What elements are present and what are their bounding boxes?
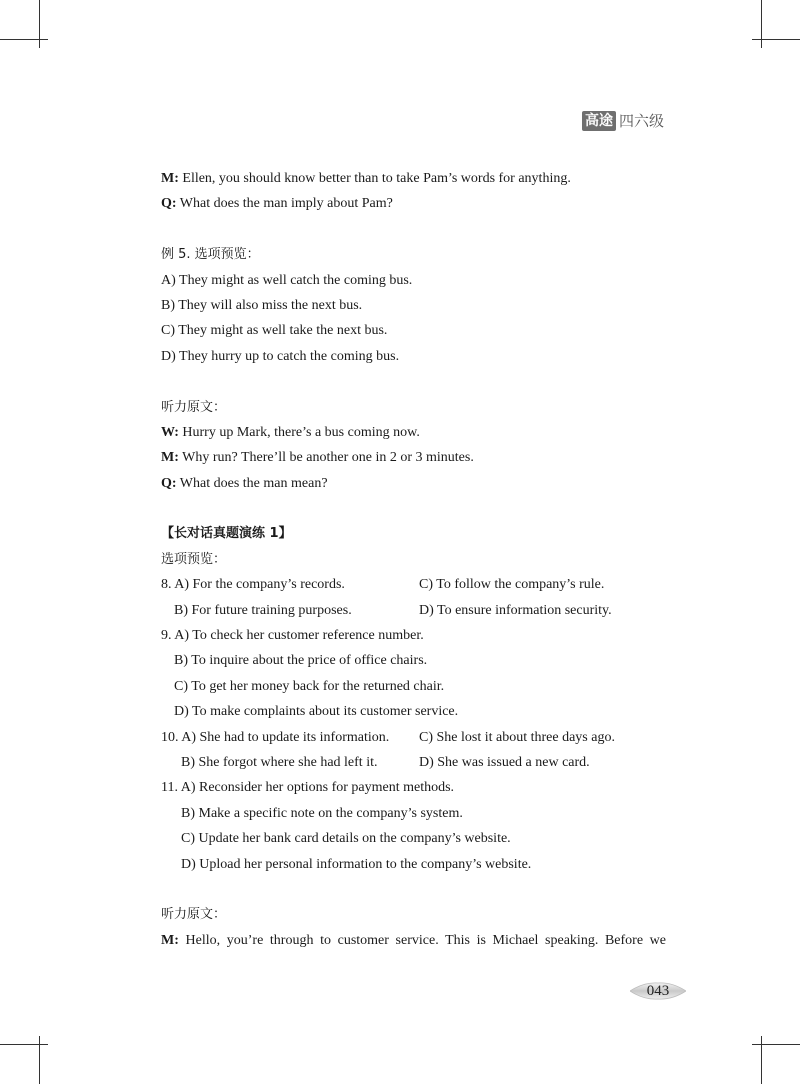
- question-8-row-2: [161, 598, 666, 623]
- option-line: B) They will also miss the next bus.: [161, 297, 363, 313]
- speaker-label: Q:: [161, 475, 177, 491]
- dialogue-text: Hello, you’re through to customer service. This is Michael speaking. Before we: [178, 932, 666, 948]
- brand-logo-box: 高途: [582, 111, 616, 131]
- page-number: 043: [646, 983, 670, 999]
- dialogue-line: [161, 445, 666, 470]
- page-content: [161, 166, 666, 953]
- crop-mark-bottom-right-h: [752, 1044, 800, 1045]
- crop-mark-top-right-v: [761, 0, 762, 48]
- question-10-row-2: [161, 750, 666, 775]
- option-b: B) For future training purposes.: [174, 602, 352, 618]
- question-11-option-d: D) Upload her personal information to the company’s website.: [181, 856, 532, 872]
- option-d: D) To ensure information security.: [419, 602, 612, 618]
- question-text: What does the man mean?: [176, 475, 328, 491]
- speaker-label: M:: [161, 932, 179, 948]
- section-title: 【长对话真题演练 1】: [161, 526, 292, 542]
- brand-subtitle: 四六级: [619, 112, 665, 130]
- dialogue-line: [161, 166, 666, 191]
- option-b: B) She forgot where she had left it.: [181, 754, 378, 770]
- option-a: 10. A) She had to update its information.: [161, 729, 390, 745]
- preview-title: 选项预览：: [161, 551, 227, 567]
- dialogue-line: [161, 420, 666, 445]
- option-line: C) They might as well take the next bus.: [161, 323, 388, 339]
- speaker-label: W:: [161, 424, 179, 440]
- option-c: C) To follow the company’s rule.: [419, 577, 605, 593]
- question-9-option-a: 9. A) To check her customer reference number.: [161, 628, 424, 644]
- dialogue-text: Hurry up Mark, there’s a bus coming now.: [178, 424, 420, 440]
- page-number-badge: [630, 980, 686, 1002]
- crop-mark-top-left-h: [0, 39, 48, 40]
- question-9-option-b: B) To inquire about the price of office chairs.: [174, 653, 428, 669]
- crop-mark-bottom-left-h: [0, 1044, 48, 1045]
- example-5-title: 例 5. 选项预览：: [161, 247, 260, 263]
- speaker-label: Q:: [161, 196, 177, 212]
- crop-mark-top-right-h: [752, 39, 800, 40]
- transcript-title: 听力原文：: [161, 907, 227, 923]
- speaker-label: M:: [161, 450, 179, 466]
- speaker-label: M:: [161, 171, 179, 186]
- question-11-option-c: C) Update her bank card details on the company’s website.: [181, 831, 511, 847]
- crop-mark-top-left-v: [39, 0, 40, 48]
- question-9-option-d: D) To make complaints about its customer service.: [174, 704, 459, 720]
- option-c: C) She lost it about three days ago.: [419, 729, 615, 745]
- dialogue-line: [161, 928, 666, 953]
- question-text: What does the man imply about Pam?: [176, 196, 393, 212]
- question-11-option-b: B) Make a specific note on the company’s system.: [181, 805, 463, 821]
- question-9-option-c: C) To get her money back for the returned chair.: [174, 678, 445, 694]
- option-line: A) They might as well catch the coming bus.: [161, 272, 413, 288]
- option-a: 8. A) For the company’s records.: [161, 577, 345, 593]
- option-d: D) She was issued a new card.: [419, 754, 590, 770]
- header-brand: [582, 110, 664, 132]
- question-11-option-a: 11. A) Reconsider her options for payment methods.: [161, 780, 455, 796]
- option-line: D) They hurry up to catch the coming bus.: [161, 348, 400, 364]
- question-8-row-1: [161, 572, 666, 597]
- question-10-row-1: [161, 725, 666, 750]
- question-line: [161, 471, 666, 496]
- question-line: [161, 191, 666, 216]
- transcript-title: 听力原文：: [161, 399, 227, 415]
- dialogue-text: Why run? There’ll be another one in 2 or 3 minutes.: [178, 450, 474, 466]
- dialogue-text: Ellen, you should know better than to take Pam’s words for anything.: [178, 171, 571, 186]
